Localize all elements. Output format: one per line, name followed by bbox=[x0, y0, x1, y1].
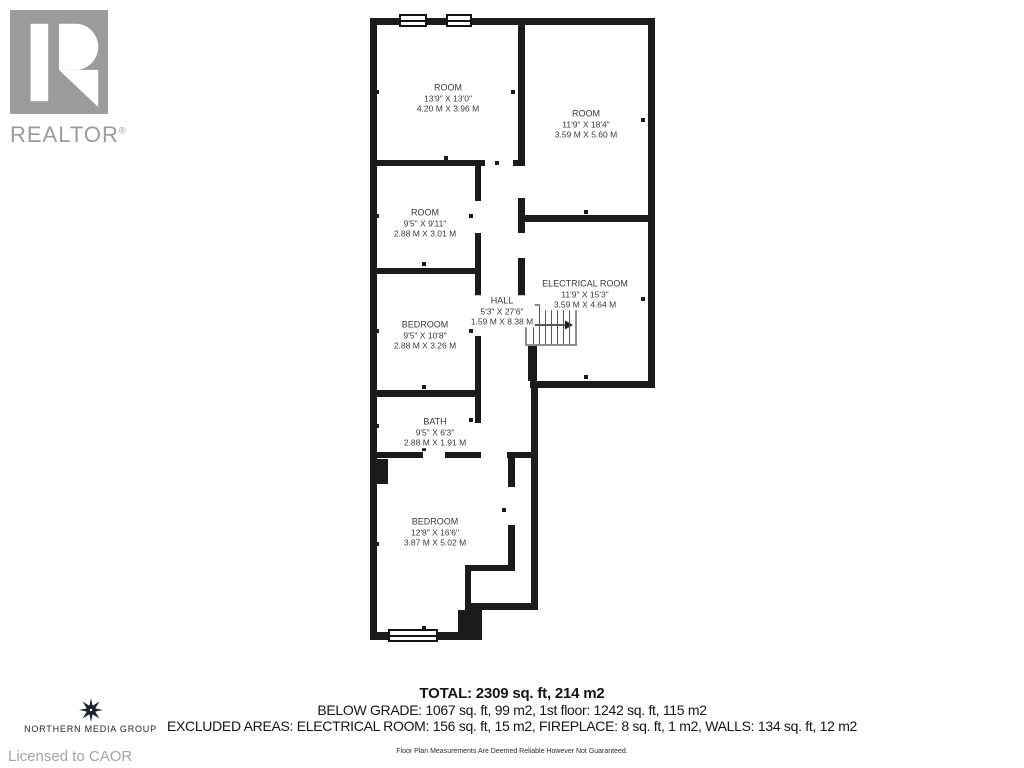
stair-tread-line bbox=[563, 306, 564, 344]
room-dims-imperial: 13'9" X 13'0" bbox=[423, 92, 473, 103]
wall-segment bbox=[467, 565, 515, 571]
window-marker bbox=[446, 14, 472, 27]
room-name: ROOM bbox=[572, 108, 600, 119]
room-name: ELECTRICAL ROOM bbox=[542, 278, 628, 289]
room-name: BATH bbox=[423, 416, 447, 427]
measure-tick bbox=[584, 210, 588, 214]
room-dims-metric: 2.88 M X 1.91 M bbox=[403, 437, 467, 448]
room-name: HALL bbox=[490, 295, 514, 306]
total-area-line: TOTAL: 2309 sq. ft, 214 m2 bbox=[419, 685, 605, 702]
wall-segment bbox=[648, 18, 655, 388]
measure-tick bbox=[502, 508, 506, 512]
compass-rose-icon bbox=[79, 698, 103, 722]
wall-segment bbox=[520, 215, 648, 222]
measure-tick bbox=[375, 542, 379, 546]
wall-segment bbox=[377, 459, 388, 484]
measure-tick bbox=[469, 329, 473, 333]
room-label-bedroom-1 bbox=[392, 319, 458, 351]
measure-tick bbox=[584, 375, 588, 379]
stair-tread-line bbox=[539, 306, 540, 344]
measure-tick bbox=[375, 214, 379, 218]
room-label-bedroom-2 bbox=[402, 516, 468, 548]
wall-segment bbox=[508, 525, 515, 567]
measure-tick bbox=[422, 385, 426, 389]
room-name: BEDROOM bbox=[411, 516, 459, 527]
disclaimer-text: Floor Plan Measurements Are Deemed Reliable However Not Guaranteed. bbox=[396, 748, 628, 755]
room-dims-metric: 4.20 M X 3.96 M bbox=[416, 103, 480, 114]
measure-tick bbox=[469, 214, 473, 218]
measure-tick bbox=[375, 90, 379, 94]
room-dims-metric: 3.87 M X 5.02 M bbox=[403, 537, 467, 548]
window-marker bbox=[399, 14, 427, 27]
measure-tick bbox=[375, 329, 379, 333]
room-label-hall bbox=[469, 295, 535, 327]
agency-name: NORTHERN MEDIA GROUP bbox=[24, 724, 157, 734]
room-dims-imperial: 12'8" X 16'6" bbox=[410, 526, 460, 537]
wall-segment bbox=[508, 458, 515, 487]
room-dims-metric: 2.88 M X 3.26 M bbox=[393, 340, 457, 351]
stair-tread-line bbox=[569, 306, 570, 344]
room-dims-metric: 1.59 M X 8.38 M bbox=[470, 316, 534, 327]
room-dims-metric: 3.59 M X 5.60 M bbox=[554, 129, 618, 140]
wall-segment bbox=[370, 390, 481, 397]
wall-segment bbox=[475, 336, 481, 423]
wall-segment bbox=[531, 381, 538, 610]
registered-mark: ® bbox=[118, 125, 127, 136]
room-name: ROOM bbox=[434, 82, 462, 93]
measure-tick bbox=[584, 20, 588, 24]
window-marker bbox=[388, 629, 438, 642]
wall-segment bbox=[445, 452, 481, 458]
room-dims-imperial: 11'9" X 15'3" bbox=[561, 288, 609, 299]
measure-tick bbox=[495, 161, 499, 165]
measure-tick bbox=[444, 156, 448, 160]
room-dims-imperial: 9'5" X 6'3" bbox=[415, 426, 455, 437]
wall-segment bbox=[465, 565, 471, 610]
measure-tick bbox=[422, 262, 426, 266]
room-label-top-left bbox=[415, 82, 481, 114]
room-name: ROOM bbox=[411, 207, 439, 218]
room-dims-imperial: 9'5" X 10'8" bbox=[403, 329, 447, 340]
stair-tread-line bbox=[545, 306, 546, 344]
wall-segment bbox=[370, 268, 481, 274]
room-label-middle bbox=[392, 207, 458, 239]
measure-tick bbox=[641, 118, 645, 122]
room-dims-metric: 3.59 M X 4.64 M bbox=[553, 299, 617, 310]
stair-tread-line bbox=[557, 306, 558, 344]
room-label-electrical bbox=[540, 278, 630, 310]
wall-segment bbox=[375, 452, 423, 458]
room-label-top-right bbox=[553, 108, 619, 140]
agency-logo bbox=[18, 698, 163, 734]
wall-segment bbox=[465, 603, 538, 610]
room-name: BEDROOM bbox=[401, 319, 449, 330]
license-text: Licensed to CAOR bbox=[8, 748, 133, 765]
measure-tick bbox=[511, 90, 515, 94]
room-dims-imperial: 9'5" X 9'11" bbox=[403, 217, 447, 228]
realtor-word: REALTOR bbox=[10, 122, 119, 147]
excluded-areas-line: EXCLUDED AREAS: ELECTRICAL ROOM: 156 sq. ft, 15 m2, FIREPLACE: 8 sq. ft, 1 m2, WALLS: 134 sq. ft, 12 m2 bbox=[166, 718, 858, 734]
below-grade-line: BELOW GRADE: 1067 sq. ft, 99 m2, 1st floor: 1242 sq. ft, 115 m2 bbox=[317, 702, 707, 718]
wall-segment bbox=[518, 25, 525, 166]
wall-segment bbox=[370, 160, 485, 166]
measure-tick bbox=[641, 297, 645, 301]
room-label-bath bbox=[402, 416, 468, 448]
measure-tick bbox=[469, 418, 473, 422]
room-dims-imperial: 11'9" X 18'4" bbox=[562, 118, 610, 129]
room-dims-metric: 2.88 M X 3.01 M bbox=[393, 228, 457, 239]
wall-segment bbox=[530, 381, 655, 388]
wall-segment bbox=[475, 166, 481, 201]
room-dims-imperial: 5'3" X 27'6" bbox=[480, 305, 524, 316]
wall-segment bbox=[528, 346, 537, 381]
wall-segment bbox=[458, 610, 482, 638]
measure-tick bbox=[375, 424, 379, 428]
stair-tread-line bbox=[551, 306, 552, 344]
